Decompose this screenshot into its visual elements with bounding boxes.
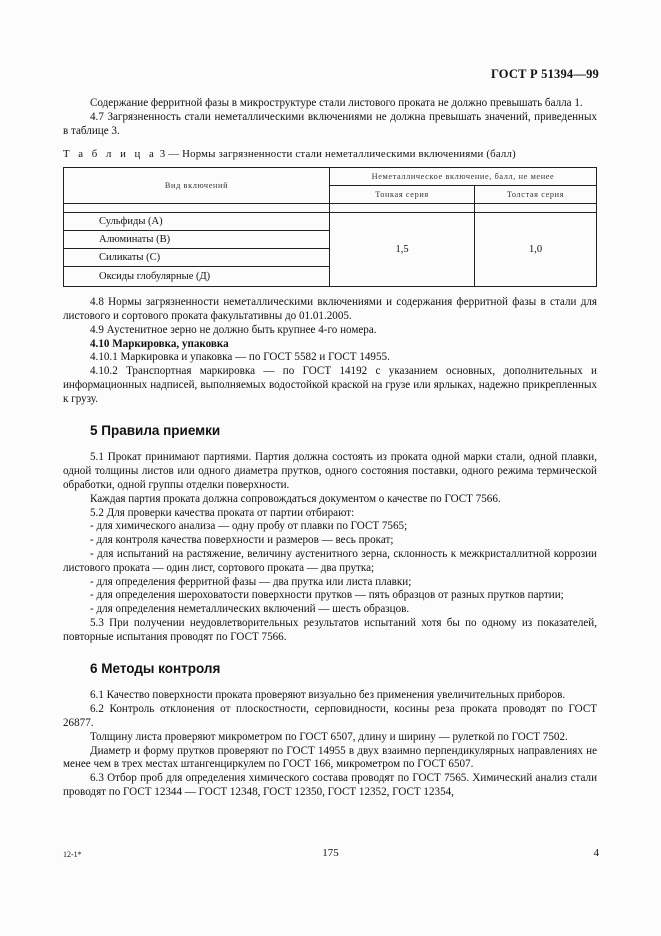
footer-sheet-number: 4 [593,847,599,859]
paragraph: 4.10.1 Маркировка и упаковка — по ГОСТ 5582 и ГОСТ 14955. [90,351,390,364]
column-header-thick: Толстая серия [475,186,597,204]
inclusions-table [63,167,597,287]
footer-page-number: 175 [322,847,339,859]
standard-code-header: ГОСТ Р 51394—99 [490,67,599,81]
column-header-kind: Вид включений [64,168,330,204]
paragraph: Каждая партия проката должна сопровождаться документом о качестве по ГОСТ 7566. [90,492,501,505]
paragraph: 5.2 Для проверки качества проката от партии отбирают: [90,506,355,519]
column-header-group: Неметаллическое включение, балл, не менее [330,168,597,186]
section-heading: 5 Правила приемки [90,422,221,438]
paragraph: Содержание ферритной фазы в микроструктуре стали листового проката не должно превышать балла 1. [90,97,583,109]
table-caption [63,148,597,162]
value-thick: 1,0 [475,213,597,287]
paragraph: 5.3 При получении неудовлетворительных результатов испытаний хотя бы по одному из показателей, повторные испытания проводят по ГОСТ 7566. [63,616,597,643]
paragraph: Диаметр и форму прутков проверяют по ГОСТ 14955 в двух взаимно перпендикулярных направлениях не менее чем в трех местах штангенциркулем по ГОСТ 166, микрометром по ГОСТ 6507. [63,744,597,771]
subsection-heading: 4.10 Маркировка, упаковка [90,337,229,350]
table-row [64,213,597,231]
table-spacer-row [64,204,597,213]
paragraph: 6.1 Качество поверхности проката проверяют визуально без применения увеличительных приборов. [90,689,566,702]
paragraph: 5.1 Прокат принимают партиями. Партия должна состоять из проката одной марки стали, одной плавки, одной толщины листов или одного диаметра прутков, одного состояния поставки, одного режима термической обработки, одной группы отделки поверхности. [63,451,597,491]
table-caption-text: 3 — Нормы загрязненности стали неметаллическими включениями (балл) [156,148,516,161]
paragraph: 6.3 Отбор проб для определения химического состава проводят по ГОСТ 7565. Химический анализ стали проводят по ГОСТ 12344 — ГОСТ 12348, ГОСТ 12350, ГОСТ 12352, ГОСТ 12354, [63,772,597,798]
paragraph: Толщину листа проверяют микрометром по ГОСТ 6507, длину и ширину — рулеткой по ГОСТ 7502. [90,730,568,743]
list-item: - для химического анализа — одну пробу от плавки по ГОСТ 7565; [90,520,408,533]
paragraph: 4.10.2 Транспортная маркировка — по ГОСТ 14192 с указанием основных, дополнительных и информационных надписей, выполняемых водостойкой краской на грузе или ярлыках, надежно прикрепленных к грузу. [63,365,597,405]
column-header-thin: Тонкая серия [330,186,475,204]
section-heading: 6 Методы контроля [90,660,221,676]
paragraph: 4.9 Аустенитное зерно не должно быть крупнее 4-го номера. [90,323,377,336]
paragraph: 4.8 Нормы загрязненности неметаллическими включениями и содержания ферритной фазы в стали для листового и сортового проката факультативны до 01.01.2005. [63,296,597,322]
list-item: - для определения неметаллических включений — шесть образцов. [90,603,410,616]
footer-print-mark: 12-1* [63,850,82,859]
inclusion-name: Алюминаты (В) [64,231,330,249]
inclusion-name: Оксиды глобулярные (Д) [64,267,330,287]
inclusion-name: Сульфиды (А) [64,213,330,231]
list-item: - для определения шероховатости поверхности прутков — пять образцов от разных прутков партии; [90,589,564,602]
inclusion-name: Силикаты (С) [64,249,330,267]
list-item: - для испытаний на растяжение, величину аустенитного зерна, склонность к межкристаллитной коррозии листового проката — один лист, сортового проката — два прутка; [63,547,597,574]
page-content [63,97,597,800]
list-item: - для контроля качества поверхности и размеров — весь прокат; [90,534,394,547]
paragraph: 4.7 Загрязненность стали неметаллическими включениями не должна превышать значений, приведенных в таблице 3. [63,110,597,137]
list-item: - для определения ферритной фазы — два прутка или листа плавки; [90,575,412,588]
paragraph: 6.2 Контроль отклонения от плоскостности, серповидности, косины реза проката проводят по ГОСТ 26877. [63,703,597,729]
table-caption-prefix: Т а б л и ц а [63,148,157,161]
value-thin: 1,5 [330,213,475,287]
